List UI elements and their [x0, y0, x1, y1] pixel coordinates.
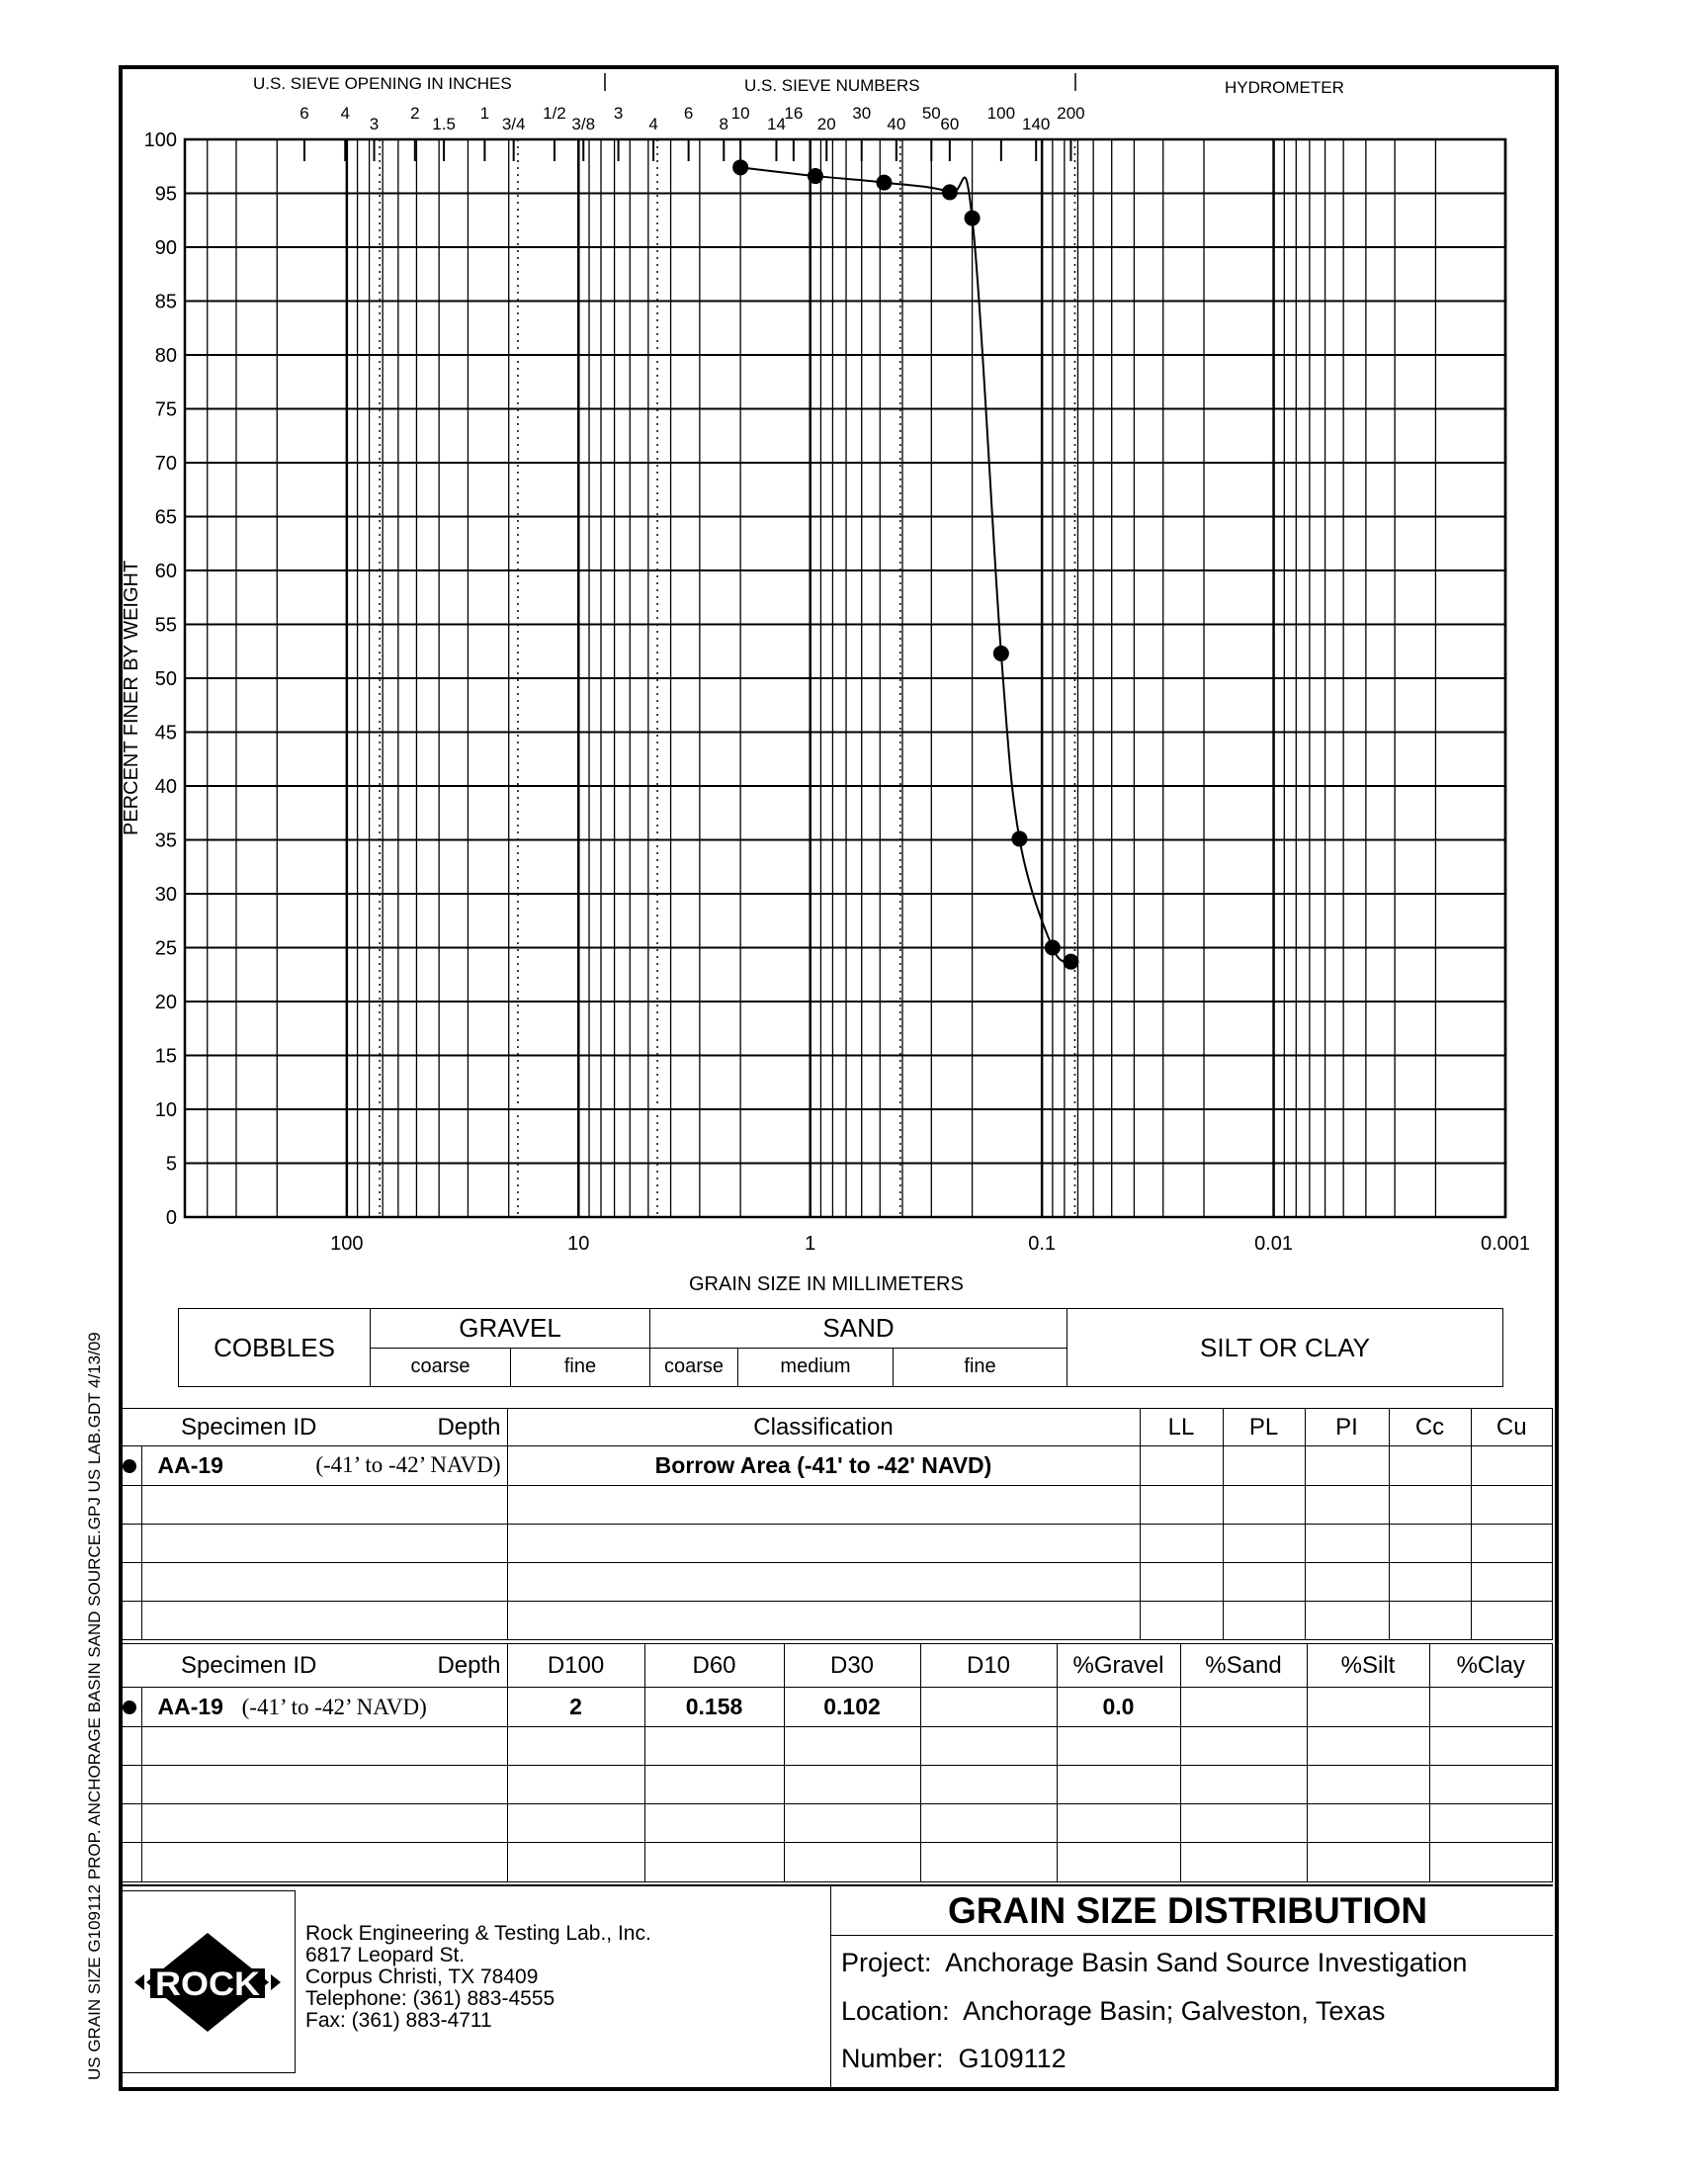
d100: 2: [507, 1688, 644, 1727]
data-point: [942, 184, 958, 200]
x-tick-label: 0.1: [1028, 1233, 1057, 1255]
project-label: Project:: [841, 1948, 932, 1977]
report-title: GRAIN SIZE DISTRIBUTION: [948, 1890, 1428, 1931]
y-tick-label: 65: [154, 506, 177, 529]
classification: Borrow Area (-41' to -42' NAVD): [507, 1446, 1140, 1486]
logo-box: [120, 1890, 296, 2073]
y-axis-title: PERCENT FINER BY WEIGHT: [121, 560, 142, 835]
y-tick-label: 20: [154, 992, 177, 1013]
marker-icon: [123, 1459, 136, 1473]
company-address: 6817 Leopard St.: [305, 1944, 466, 1966]
header-specimen-depth: [121, 1409, 507, 1446]
band-cobbles: COBBLES: [179, 1309, 371, 1387]
classification-table: [121, 1408, 1553, 1640]
band-sand-coarse: coarse: [650, 1348, 738, 1387]
x-tick-label: 10: [567, 1233, 590, 1255]
sieve-label: 4: [340, 104, 350, 123]
top-header-sieve-numbers: U.S. SIEVE NUMBERS: [744, 76, 920, 95]
y-tick-label: 85: [154, 291, 177, 313]
header-pl: PL: [1223, 1409, 1305, 1446]
x-tick-label: 0.01: [1254, 1233, 1294, 1255]
header-classification: Classification: [507, 1409, 1140, 1446]
y-tick-label: 30: [154, 884, 177, 906]
data-point: [1011, 830, 1027, 846]
project-line: [841, 1948, 1467, 1978]
y-tick-label: 5: [165, 1153, 177, 1176]
data-point: [993, 646, 1009, 661]
data-point: [1045, 940, 1061, 956]
gradation-table: [121, 1643, 1553, 1882]
sieve-label: 50: [921, 104, 941, 123]
header-clay: %Clay: [1429, 1644, 1553, 1688]
x-tick-label: 0.001: [1480, 1233, 1531, 1255]
sieve-label: 30: [852, 104, 872, 123]
header-cc: Cc: [1389, 1409, 1471, 1446]
header-sand: %Sand: [1180, 1644, 1307, 1688]
footer-vertical-divider: [830, 1884, 831, 2087]
sieve-label: 4: [648, 115, 658, 133]
specimen-id: AA-19: [157, 1451, 223, 1478]
table-row: [121, 1688, 1553, 1727]
y-tick-label: 70: [154, 453, 177, 475]
y-tick-label: 60: [154, 561, 177, 582]
number-value: G109112: [958, 2044, 1067, 2073]
sieve-label: 14: [766, 115, 786, 133]
header-d100: D100: [507, 1644, 644, 1688]
d30: 0.102: [784, 1688, 920, 1727]
company-fax: Fax: (361) 883-4711: [305, 2009, 492, 2032]
header-d10: D10: [920, 1644, 1057, 1688]
depth: (-41’ to -42’ NAVD): [241, 1694, 427, 1719]
sieve-label: 3: [369, 115, 380, 133]
header-depth: Depth: [437, 1413, 501, 1441]
title-underline: [830, 1935, 1553, 1936]
sieve-label: 6: [299, 104, 309, 123]
header-d30: D30: [784, 1644, 920, 1688]
header-depth: Depth: [437, 1651, 501, 1679]
sieve-label: 10: [730, 104, 750, 123]
location-line: [841, 1996, 1385, 2027]
header-d60: D60: [644, 1644, 784, 1688]
company-city: Corpus Christi, TX 78409: [305, 1965, 539, 1988]
number-line: [841, 2044, 1067, 2074]
rock-logo: [121, 1891, 295, 2072]
marker-icon: [123, 1701, 136, 1714]
sieve-label: 8: [719, 115, 729, 133]
data-point: [876, 175, 892, 191]
y-tick-label: 100: [143, 130, 177, 151]
y-tick-label: 90: [154, 237, 177, 259]
depth: (-41’ to -42’ NAVD): [315, 1451, 501, 1477]
sieve-label: 16: [784, 104, 804, 123]
sieve-label: 3: [613, 104, 624, 123]
sieve-label: 20: [816, 115, 836, 133]
sieve-label: 3/8: [571, 115, 596, 133]
band-gravel-fine: fine: [511, 1348, 650, 1387]
y-tick-label: 25: [154, 937, 177, 960]
sieve-label: 1.5: [432, 115, 456, 133]
pct-sand: [1180, 1688, 1307, 1727]
sieve-label: 6: [683, 104, 694, 123]
table-row: [121, 1446, 1553, 1486]
y-tick-label: 10: [154, 1099, 177, 1121]
side-label: US GRAIN SIZE G109112 PROP. ANCHORAGE BASIN SAND SOURCE.GPJ US LAB.GDT 4/13/09: [85, 1332, 104, 2080]
soil-classification-band: [178, 1308, 1503, 1387]
footer-divider: [121, 1884, 1553, 1886]
company-name: Rock Engineering & Testing Lab., Inc.: [305, 1922, 651, 1945]
data-point: [808, 168, 823, 184]
sieve-label: 40: [887, 115, 906, 133]
header-cu: Cu: [1471, 1409, 1553, 1446]
location-value: Anchorage Basin; Galveston, Texas: [963, 1996, 1386, 2026]
y-tick-label: 40: [154, 776, 177, 798]
data-point: [965, 211, 981, 226]
y-tick-label: 45: [154, 722, 177, 744]
company-phone: Telephone: (361) 883-4555: [305, 1987, 555, 2010]
x-axis-title: GRAIN SIZE IN MILLIMETERS: [689, 1273, 964, 1295]
y-tick-label: 0: [165, 1207, 177, 1229]
specimen-id: AA-19: [157, 1693, 223, 1719]
pct-gravel: 0.0: [1057, 1688, 1180, 1727]
band-sand-fine: fine: [894, 1348, 1068, 1387]
y-tick-label: 80: [154, 345, 177, 367]
band-sand: SAND: [650, 1309, 1068, 1349]
y-tick-label: 95: [154, 183, 177, 206]
svg-text:ROCK: ROCK: [155, 1965, 261, 2003]
x-tick-label: 1: [805, 1233, 816, 1255]
y-tick-label: 75: [154, 398, 177, 421]
x-tick-label: 100: [330, 1233, 364, 1255]
data-point: [1063, 954, 1078, 970]
number-label: Number:: [841, 2044, 944, 2073]
sieve-label: 3/4: [501, 115, 526, 133]
band-sand-medium: medium: [738, 1348, 894, 1387]
band-silt-clay: SILT OR CLAY: [1068, 1309, 1503, 1387]
header-pi: PI: [1305, 1409, 1389, 1446]
pct-silt: [1307, 1688, 1429, 1727]
y-tick-label: 15: [154, 1045, 177, 1068]
header-gravel: %Gravel: [1057, 1644, 1180, 1688]
header-specimen-id: Specimen ID: [181, 1413, 317, 1441]
d10: [920, 1688, 1057, 1727]
sieve-label: 1: [479, 104, 490, 123]
top-header-hydrometer: HYDROMETER: [1225, 78, 1344, 97]
sieve-label: 140: [1022, 115, 1051, 133]
y-tick-label: 35: [154, 830, 177, 852]
d60: 0.158: [644, 1688, 784, 1727]
top-header-sieve-inches: U.S. SIEVE OPENING IN INCHES: [253, 74, 512, 93]
header-ll: LL: [1140, 1409, 1223, 1446]
company-info: [305, 1923, 651, 2032]
project-value: Anchorage Basin Sand Source Investigation: [945, 1948, 1468, 1977]
pct-clay: [1429, 1688, 1553, 1727]
data-point: [732, 159, 748, 175]
y-tick-label: 50: [154, 668, 177, 690]
location-label: Location:: [841, 1996, 950, 2026]
y-tick-label: 55: [154, 614, 177, 637]
band-gravel: GRAVEL: [371, 1309, 650, 1349]
band-gravel-coarse: coarse: [371, 1348, 511, 1387]
sieve-label: 100: [986, 104, 1016, 123]
sieve-label: 60: [940, 115, 960, 133]
sieve-label: 1/2: [543, 104, 566, 123]
header-specimen-id: Specimen ID: [181, 1651, 317, 1679]
header-silt: %Silt: [1307, 1644, 1429, 1688]
sieve-label: 200: [1057, 104, 1085, 123]
sieve-label: 2: [410, 104, 420, 123]
